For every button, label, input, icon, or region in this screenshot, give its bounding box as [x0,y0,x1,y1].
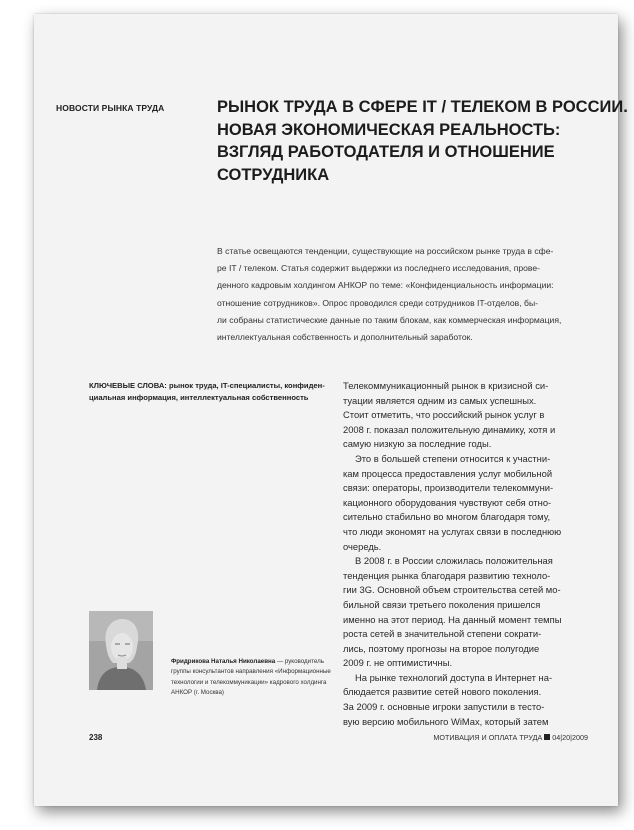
abstract-line: отношение сотрудников». Опрос проводился среди сотрудников IT-отделов, бы- [217,297,538,308]
section-label: НОВОСТИ РЫНКА ТРУДА [56,103,165,113]
abstract-line: ре IT / телеком. Статья содержит выдержки из последнего исследования, прове- [217,263,541,274]
body-line: 2009 г. не оптимистичны. [343,657,453,669]
body-line: что люди экономят на услугах связи в последнюю [343,525,562,537]
body-line: На рынке технологий доступа в Интернет на- [355,671,553,683]
author-line: АНКОР (г. Москва) [171,688,224,696]
author-line: технологии и телекоммуникации» кадрового холдинга [171,678,327,686]
body-line: очередь. [343,540,382,552]
author-line: группы консультантов направления «Информационные [171,668,331,676]
author-name: Фридрикова Наталья Николаевна [171,658,276,665]
body-line: вую версию мобильного WiMax, который затем [343,715,549,727]
title-line: НОВАЯ ЭКОНОМИЧЕСКАЯ РЕАЛЬНОСТЬ: [217,120,561,139]
title-line: ВЗГЛЯД РАБОТОДАТЕЛЯ И ОТНОШЕНИЕ [217,143,555,161]
abstract-line: В статье освещаются тенденции, существующие на российском рынке труда в сфе- [217,246,554,256]
body-line: роста сетей в значительной степени сократи- [343,628,542,640]
body-line: гии 3G. Основной объем строительства сетей мо- [343,584,561,596]
body-line: В 2008 г. в России сложилась положительная [355,555,553,567]
body-line: самую низкую за последние годы. [343,438,492,450]
title-line: СОТРУДНИКА [217,165,330,184]
body-line: За 2009 г. основные игроки запустили в тесто- [343,701,545,713]
author-photo [89,611,153,690]
author-info [171,657,331,698]
body-line: бильной связи третьего поколения пришелся [343,598,541,610]
body-text-column [343,379,588,729]
body-line: блюдается развитие сетей нового поколения. [343,686,542,698]
keywords [89,380,325,403]
journal-footer [433,733,588,742]
author-role: — руководитель [275,658,324,665]
body-line: 2008 г. показал положительную динамику, хотя и [343,423,556,435]
abstract-line: интеллектуальная собственность и дополнительный заработок. [217,332,473,343]
body-line: кационного оборудования чувствуют себя отно- [343,496,552,508]
keywords-line: КЛЮЧЕВЫЕ СЛОВА: рынок труда, IT-специалисты, конфиден- [89,381,325,390]
square-bullet-icon [544,734,550,740]
body-line: Стоит отметить, что российский рынок услуг в [343,409,545,421]
body-line: Это в большей степени относится к участни- [355,452,551,464]
body-line: сительно стабильно во многом благодаря тому, [343,511,551,523]
body-line: тенденция рынка благодаря развитию техноло- [343,569,551,581]
body-line: лись, поэтому прогнозы на второе полугодие [343,642,540,654]
page-number: 238 [89,733,103,742]
keywords-line: циальная информация, интеллектуальная собственность [89,392,309,402]
abstract-line: ли собраны статистические данные по таким блокам, как коммерческая информация, [217,314,562,325]
body-line: связи: операторы, производители телекоммуни- [343,482,554,494]
abstract-line: денного кадровым холдингом АНКОР по теме: «Конфиденциальность информации: [217,280,554,291]
body-line: именно на этот период. На данный момент темпы [343,613,562,625]
article-title [217,96,628,186]
abstract [217,243,602,346]
title-line: РЫНОК ТРУДА В СФЕРЕ IT / ТЕЛЕКОМ В РОССИИ. [217,98,628,116]
journal-name: МОТИВАЦИЯ И ОПЛАТА ТРУДА [433,733,543,742]
body-line: Телекоммуникационный рынок в кризисной си- [343,380,549,391]
author-line [171,657,331,667]
body-line: кам процесса предоставления услуг мобильной [343,467,553,479]
journal-issue: 04|20|2009 [552,733,588,742]
body-line: туации является одним из самых успешных. [343,394,537,406]
author-portrait-image [89,611,153,690]
